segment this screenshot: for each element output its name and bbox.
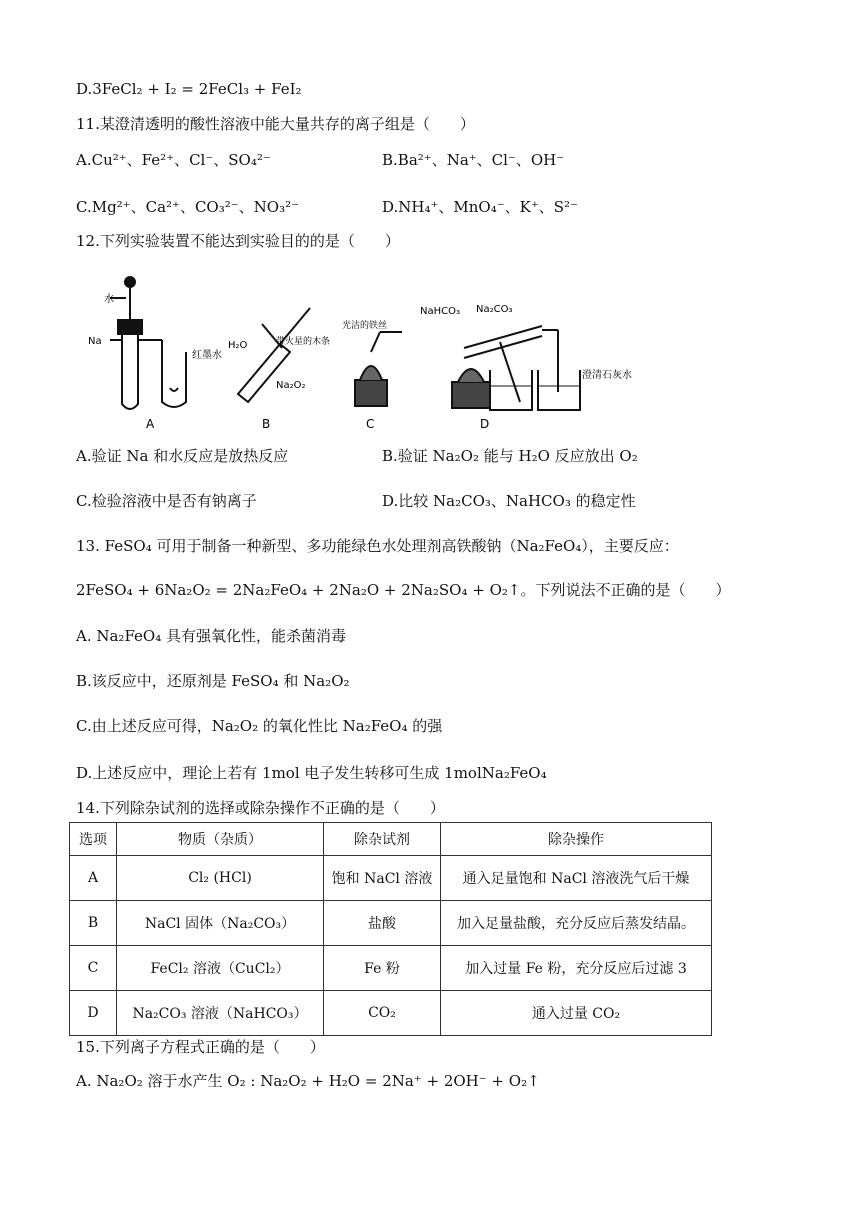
label-iron-wire: 光洁的铁丝 (342, 321, 388, 331)
q11-option-b: B.Ba²⁺、Na⁺、Cl⁻、OH⁻ (382, 151, 565, 169)
label-b: B (262, 417, 271, 431)
cell-option: A (70, 856, 117, 901)
q12-option-c: C.检验溶液中是否有钠离子 (76, 492, 257, 510)
q11-option-c: C.Mg²⁺、Ca²⁺、CO₃²⁻、NO₃²⁻ (76, 198, 300, 216)
cell-operation: 加入足量盐酸，充分反应后蒸发结晶。 (441, 901, 712, 946)
q15-stem: 15.下列离子方程式正确的是（ ） (76, 1038, 325, 1056)
q13-option-d: D.上述反应中，理论上若有 1mol 电子发生转移可生成 1molNa₂FeO₄ (76, 764, 547, 782)
q13-equation: 2FeSO₄ + 6Na₂O₂ = 2Na₂FeO₄ + 2Na₂O + 2Na₂SO₄ + O₂↑。下列说法不正确的是（ ） (76, 581, 731, 599)
header-reagent: 除杂试剂 (324, 823, 441, 856)
label-red-ink: 红墨水 (192, 350, 222, 361)
header-substance: 物质（杂质） (117, 823, 324, 856)
q13-stem: 13. FeSO₄ 可用于制备一种新型、多功能绿色水处理剂高铁酸钠（Na₂FeO₄），主要反应： (76, 537, 679, 555)
q13-option-a: A. Na₂FeO₄ 具有强氧化性，能杀菌消毒 (76, 627, 346, 645)
q14-table (69, 822, 712, 1036)
q12-option-d: D.比较 Na₂CO₃、NaHCO₃ 的稳定性 (382, 492, 636, 510)
cell-substance: Cl₂ (HCl) (117, 856, 324, 901)
cell-reagent: 盐酸 (324, 901, 441, 946)
q15-option-a: A. Na₂O₂ 溶于水产生 O₂ : Na₂O₂ + H₂O = 2Na⁺ + 2OH⁻ + O₂↑ (76, 1072, 540, 1090)
q13-option-c: C.由上述反应可得，Na₂O₂ 的氧化性比 Na₂FeO₄ 的强 (76, 717, 443, 735)
q13-option-b: B.该反应中，还原剂是 FeSO₄ 和 Na₂O₂ (76, 672, 350, 690)
table-row (70, 856, 712, 901)
header-option: 选项 (70, 823, 117, 856)
label-h2o: H₂O (228, 340, 248, 351)
cell-reagent: Fe 粉 (324, 946, 441, 991)
q12-option-a: A.验证 Na 和水反应是放热反应 (76, 447, 289, 465)
table-header-row (70, 823, 712, 856)
q11-option-d: D.NH₄⁺、MnO₄⁻、K⁺、S²⁻ (382, 198, 578, 216)
cell-substance: Na₂CO₃ 溶液（NaHCO₃） (117, 991, 324, 1036)
q14-stem: 14.下列除杂试剂的选择或除杂操作不正确的是（ ） (76, 799, 445, 817)
label-d: D (480, 417, 490, 431)
cell-operation: 加入过量 Fe 粉，充分反应后过滤 3 (441, 946, 712, 991)
label-na2o2: Na₂O₂ (276, 380, 306, 391)
cell-reagent: 饱和 NaCl 溶液 (324, 856, 441, 901)
q11-stem: 11.某澄清透明的酸性溶液中能大量共存的离子组是（ ） (76, 115, 475, 133)
label-a: A (146, 417, 155, 431)
q12-apparatus-figure (80, 262, 640, 432)
cell-substance: FeCl₂ 溶液（CuCl₂） (117, 946, 324, 991)
label-limewater: 澄清石灰水 (582, 370, 632, 381)
cell-operation: 通入足量饱和 NaCl 溶液洗气后干燥 (441, 856, 712, 901)
label-splint: 带火星的木条 (276, 337, 331, 347)
cell-option: B (70, 901, 117, 946)
cell-option: C (70, 946, 117, 991)
header-operation: 除杂操作 (441, 823, 712, 856)
table-row (70, 946, 712, 991)
label-c: C (366, 417, 375, 431)
q10-option-d: D.3FeCl₂ + I₂ = 2FeCl₃ + FeI₂ (76, 80, 302, 98)
q12-stem: 12.下列实验装置不能达到实验目的的是（ ） (76, 232, 400, 250)
cell-operation: 通入过量 CO₂ (441, 991, 712, 1036)
label-na2co3: Na₂CO₃ (476, 304, 513, 315)
label-na: Na (88, 336, 102, 347)
cell-reagent: CO₂ (324, 991, 441, 1036)
q12-option-b: B.验证 Na₂O₂ 能与 H₂O 反应放出 O₂ (382, 447, 638, 465)
label-water: 水 (104, 294, 114, 305)
q11-option-a: A.Cu²⁺、Fe²⁺、Cl⁻、SO₄²⁻ (76, 151, 271, 169)
label-nahco3: NaHCO₃ (420, 306, 460, 317)
cell-option: D (70, 991, 117, 1036)
cell-substance: NaCl 固体（Na₂CO₃） (117, 901, 324, 946)
table-row (70, 901, 712, 946)
table-row (70, 991, 712, 1036)
